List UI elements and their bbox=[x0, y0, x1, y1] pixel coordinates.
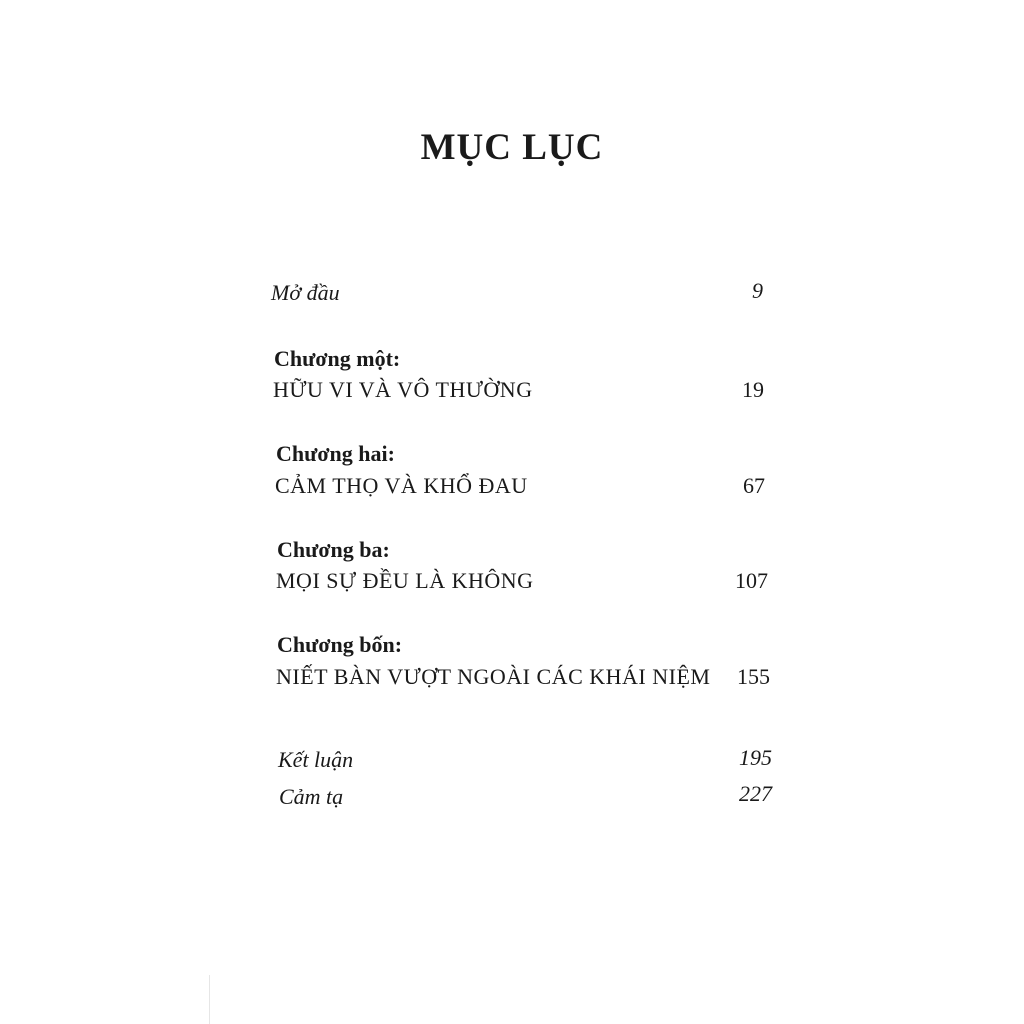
toc-chapter-2-label: Chương hai: bbox=[276, 441, 395, 466]
toc-chapter-3-page: 107 bbox=[735, 568, 768, 593]
toc-chapter-4-label: Chương bốn: bbox=[277, 632, 403, 657]
toc-chapter-4-title: NIẾT BÀN VƯỢT NGOÀI CÁC KHÁI NIỆM bbox=[276, 664, 711, 689]
toc-chapter-1-label: Chương một: bbox=[274, 346, 401, 371]
toc-intro-page: 9 bbox=[752, 278, 763, 303]
toc-chapter-1-title: HỮU VI VÀ VÔ THƯỜNG bbox=[273, 377, 533, 402]
toc-chapter-2-page: 67 bbox=[743, 473, 765, 498]
toc-acknowledgements-label: Cảm tạ bbox=[279, 784, 344, 809]
toc-chapter-3-label: Chương ba: bbox=[277, 537, 390, 562]
toc-intro-label: Mở đầu bbox=[271, 280, 340, 305]
toc-chapter-2-title: CẢM THỌ VÀ KHỔ ĐAU bbox=[275, 473, 528, 498]
toc-acknowledgements-page: 227 bbox=[739, 781, 772, 806]
toc-chapter-4-page: 155 bbox=[737, 664, 770, 689]
toc-chapter-3-title: MỌI SỰ ĐỀU LÀ KHÔNG bbox=[276, 568, 534, 593]
page-edge-mark bbox=[209, 975, 210, 1024]
toc-chapter-1-page: 19 bbox=[742, 377, 764, 402]
toc-conclusion-page: 195 bbox=[739, 745, 772, 770]
page-title: MỤC LỤC bbox=[420, 127, 604, 168]
toc-conclusion-label: Kết luận bbox=[278, 747, 354, 772]
